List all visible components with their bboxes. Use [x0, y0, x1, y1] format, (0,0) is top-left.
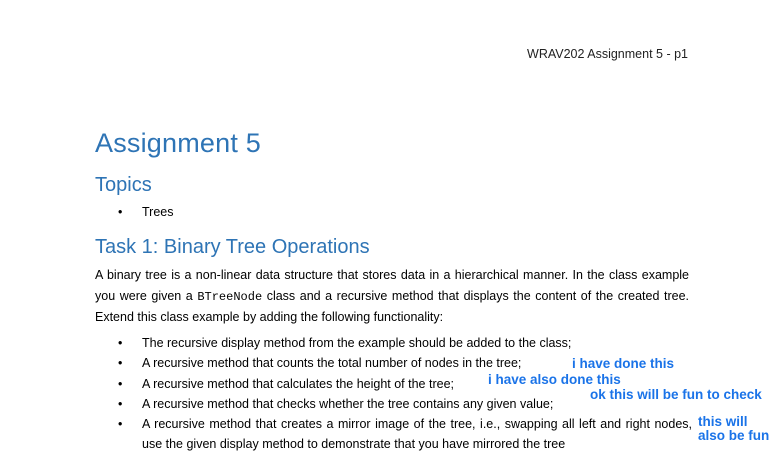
annotation-note: this will [698, 414, 748, 429]
page-header: WRAV202 Assignment 5 - p1 [527, 47, 688, 61]
intro-text-1: A binary tree is a non-linear data structure that stores data in a hierarchical manner. In the class example you were given a [95, 268, 689, 303]
requirement-item: • A recursive method that checks whether the tree contains any given value; [118, 394, 692, 414]
topic-item: • Trees [118, 205, 174, 219]
requirement-item: • A recursive method that counts the total number of nodes in the tree; [118, 353, 692, 373]
requirement-item: • The recursive display method from the example should be added to the class; [118, 333, 692, 353]
intro-text-2: class and a recursive method that displays the content of the created tree. Extend this class example by adding the following functionality: [95, 288, 689, 324]
requirement-item: • A recursive method that creates a mirror image of the tree, i.e., swapping all left and right nodes, use the given display method to demonstrate that you have mirrored the tree [118, 414, 692, 455]
annotation-note: i have also done this [488, 372, 621, 387]
intro-code: BTreeNode [197, 289, 263, 304]
task1-intro [95, 265, 689, 328]
task1-heading: Task 1: Binary Tree Operations [95, 236, 370, 258]
annotation-note: i have done this [572, 356, 675, 371]
topics-heading: Topics [95, 174, 152, 196]
page-title: Assignment 5 [95, 128, 261, 158]
requirement-item: • A recursive method that calculates the height of the tree; [118, 374, 692, 394]
annotation-note: ok this will be fun to check [590, 387, 762, 402]
topics-list [118, 205, 174, 219]
annotation-note: also be fun [698, 428, 770, 443]
